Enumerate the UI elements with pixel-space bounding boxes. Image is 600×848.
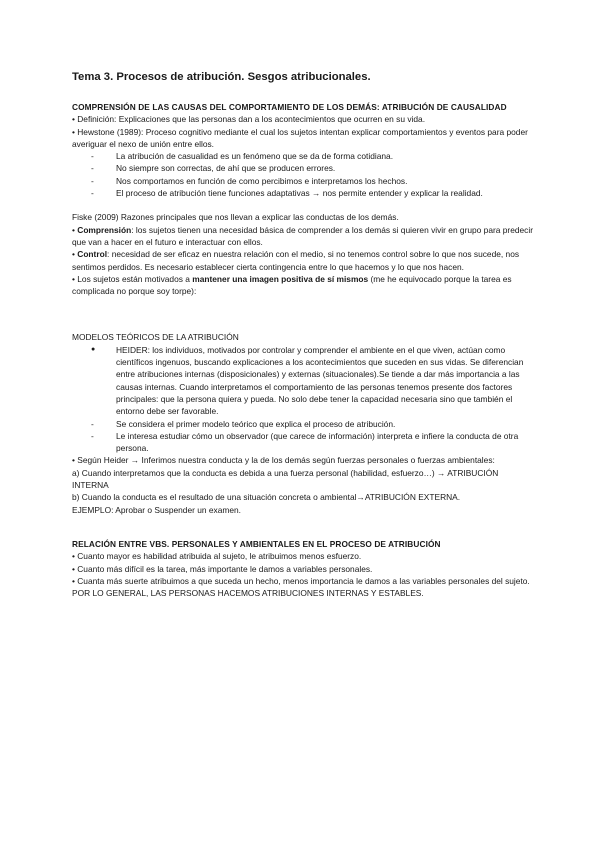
heider-item: ● HEIDER: los individuos, motivados por controlar y comprender el ambiente en el que viven, actúan como científicos ingenuos, buscando explicaciones a los acontecimientos que suceden en sus vidas. Se diferencian entre atribuciones internas (disposicionales) y externas (situacionales).Se tiende a dar más importancia a las causas internas. Cuando interpretamos el comportamiento de las personas tenemos presente dos factores principales: que la persona quiera y pueda. No solo debe tener la capacidad necesaria sino que también el entorno debe ser favorable. bbox=[91, 344, 534, 418]
definition-paragraph: • Definición: Explicaciones que las personas dan a los acontecimientos que ocurren en su vida. bbox=[72, 114, 426, 125]
motivation-paragraph: • Los sujetos están motivados a mantener una imagen positiva de sí mismos (me he equivocado porque la tarea es complicada no porque soy torpe): bbox=[72, 273, 512, 297]
fiske-paragraph: Fiske (2009) Razones principales que nos llevan a explicar las conductas de los demás. bbox=[72, 212, 399, 223]
dash-item: - La atribución de casualidad es un fenómeno que se da de forma cotidiana. bbox=[91, 150, 534, 162]
control-label: Control bbox=[77, 249, 108, 260]
comprension-label: Comprensión bbox=[77, 224, 132, 235]
dash-item: - No siempre son correctas, de ahí que se producen errores. bbox=[91, 162, 534, 174]
relation-item: • Cuanto mayor es habilidad atribuida al sujeto, le atribuimos menos esfuerzo. bbox=[72, 551, 362, 562]
document-page bbox=[72, 70, 534, 599]
dash-item: - El proceso de atribución tiene funciones adaptativas → nos permite entender y explicar la realidad. bbox=[91, 187, 534, 199]
relation-item: • Cuanto más difícil es la tarea, más importante le damos a variables personales. bbox=[72, 563, 373, 574]
section-heading-relacion: RELACIÓN ENTRE VBS. PERSONALES Y AMBIENTALES EN EL PROCESO DE ATRIBUCIÓN bbox=[72, 538, 441, 549]
motivation-emphasis: mantener una imagen positiva de sí mismos bbox=[192, 273, 369, 284]
dash-item: - Se considera el primer modelo teórico que explica el proceso de atribución. bbox=[91, 418, 534, 430]
comprension-paragraph: • Comprensión: los sujetos tienen una necesidad básica de comprender a los demás si quieren vivir en grupo para predecir que van a hacer en el futuro e interactuar con ellos. bbox=[72, 224, 534, 247]
example-line: EJEMPLO: Aprobar o Suspender un examen. bbox=[72, 504, 241, 515]
dash-item: - Le interesa estudiar cómo un observador (que carece de información) interpreta e infiere la conducta de otra persona. bbox=[91, 430, 534, 455]
document-title: Tema 3. Procesos de atribución. Sesgos atribucionales. bbox=[72, 71, 371, 83]
section-heading-modelos: MODELOS TEÓRICOS DE LA ATRIBUCIÓN bbox=[72, 332, 239, 343]
section-heading-comprension: COMPRENSIÓN DE LAS CAUSAS DEL COMPORTAMIENTO DE LOS DEMÁS: ATRIBUCIÓN DE CAUSALIDAD bbox=[72, 102, 507, 112]
hewstone-paragraph: • Hewstone (1989): Proceso cognitivo mediante el cual los sujetos intentan explicar comportamientos y eventos para poder averiguar el nexo de unión entre ellos. bbox=[72, 126, 528, 149]
dash-item: - Nos comportamos en función de como percibimos e interpretamos los hechos. bbox=[91, 175, 534, 187]
relation-item: • Cuanta más suerte atribuimos a que suceda un hecho, menos importancia le damos a las variables personales del sujeto. bbox=[72, 575, 530, 586]
control-paragraph: • Control: necesidad de ser eficaz en nuestra relación con el medio, si no tenemos control sobre lo que nos sucede, nos sentimos perdidos. Es necesario establecer cierta contingencia entre lo que hacemos y lo que nos hacen. bbox=[72, 249, 520, 272]
segun-heider-paragraph: • Según Heider → Inferimos nuestra conducta y la de los demás según fuerzas personales o fuerzas ambientales: bbox=[72, 455, 495, 466]
option-b: b) Cuando la conducta es el resultado de una situación concreta o ambiental→ATRIBUCIÓN EXTERNA. bbox=[72, 492, 461, 503]
option-a: a) Cuando interpretamos que la conducta es debida a una fuerza personal (habilidad, esfuerzo…) → ATRIBUCIÓN INTERNA bbox=[72, 467, 499, 491]
general-conclusion: POR LO GENERAL, LAS PERSONAS HACEMOS ATRIBUCIONES INTERNAS Y ESTABLES. bbox=[72, 588, 424, 599]
